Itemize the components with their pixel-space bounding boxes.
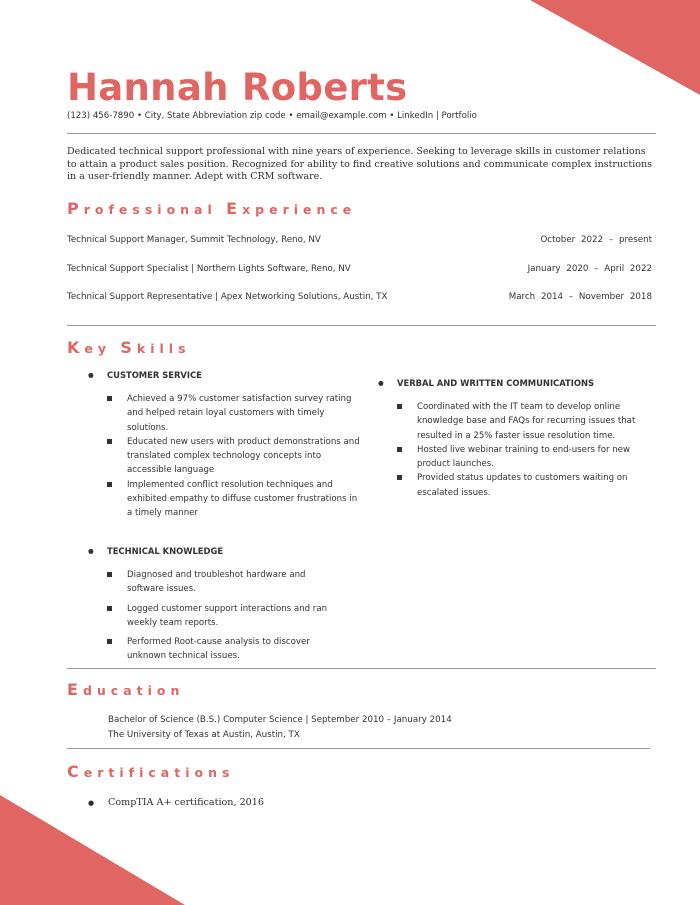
skill-item: Coordinated with the IT team to develop online knowledge base and FAQs for recurring issues that resulted in a 25% faster issue resolution time.: [378, 400, 643, 443]
section-title-education: [67, 680, 184, 699]
divider: [67, 748, 650, 749]
section-title-letter: E: [67, 680, 83, 699]
contact-info: (123) 456-7890 • City, State Abbreviation zip code • email@example.com • LinkedIn | Portfolio: [67, 111, 477, 121]
job-dates: October 2022 – present: [540, 235, 652, 245]
skill-item: Educated new users with product demonstrations and translated complex technology concepts into accessible language: [88, 435, 360, 478]
skill-item: Performed Root-cause analysis to discover unknown technical issues.: [88, 635, 338, 664]
section-title-experience: [67, 199, 356, 218]
certification-item: [88, 797, 264, 808]
job-title: Technical Support Manager, Summit Technology, Reno, NV: [67, 235, 321, 245]
corner-decoration-bottom: [0, 795, 185, 905]
professional-summary: Dedicated technical support professional with nine years of experience. Seeking to leverage skills in customer relations to attain a product sales position. Recognized for ability to find creative solutions and communicate complex instructions in a user-friendly manner. Adept with CRM software.: [67, 146, 652, 182]
corner-decoration-top: [530, 0, 700, 95]
skill-item: Provided status updates to customers waiting on escalated issues.: [378, 471, 643, 500]
section-title-text: rofessional: [83, 202, 227, 217]
skill-list: [378, 400, 643, 500]
job-title: Technical Support Representative | Apex Networking Solutions, Austin, TX: [67, 292, 388, 302]
section-title-letter: P: [67, 199, 84, 218]
skill-group-technical-knowledge: [88, 546, 338, 664]
skill-group-communications: [378, 378, 643, 500]
section-title-certifications: [67, 762, 234, 781]
skill-item: Logged customer support interactions and ran weekly team reports.: [88, 602, 338, 631]
section-title-text: xperience: [242, 202, 357, 217]
divider: [67, 668, 656, 669]
skill-list: [88, 568, 338, 664]
candidate-name: Hannah Roberts: [67, 66, 408, 109]
skill-item: Achieved a 97% customer satisfaction survey rating and helped retain loyal customers with timely solutions.: [88, 392, 360, 435]
bullet-icon: ●: [88, 799, 95, 807]
section-title-letter: C: [67, 762, 84, 781]
skill-list: [88, 392, 360, 521]
skill-group-customer-service: [88, 370, 360, 521]
degree: Bachelor of Science (B.S.) Computer Science | September 2010 – January 2014: [108, 715, 452, 725]
section-title-text: kills: [136, 341, 191, 356]
divider: [67, 133, 656, 134]
section-title-letter: K: [67, 338, 85, 357]
section-title-letter: E: [226, 199, 243, 218]
job-title: Technical Support Specialist | Northern Lights Software, Reno, NV: [67, 264, 351, 274]
section-title-skills: [67, 338, 191, 357]
section-title-text: ducation: [82, 683, 185, 698]
education-entry: [108, 713, 452, 743]
divider: [67, 325, 656, 326]
skill-item: Implemented conflict resolution techniques and exhibited empathy to diffuse customer frustrations in a timely manner: [88, 478, 360, 521]
skill-item: Diagnosed and troubleshot hardware and software issues.: [88, 568, 338, 597]
job-dates: March 2014 – November 2018: [508, 292, 652, 302]
certification-text: CompTIA A+ certification, 2016: [108, 797, 264, 808]
skill-group-heading: ● CUSTOMER SERVICE: [88, 370, 360, 380]
skill-group-heading: ● VERBAL AND WRITTEN COMMUNICATIONS: [378, 378, 643, 388]
institution: The University of Texas at Austin, Austin, TX: [108, 730, 300, 740]
section-title-letter: S: [120, 338, 137, 357]
section-title-text: ertifications: [83, 765, 235, 780]
job-dates: January 2020 – April 2022: [527, 264, 652, 274]
section-title-text: ey: [84, 341, 121, 356]
skill-group-heading: ● TECHNICAL KNOWLEDGE: [88, 546, 338, 556]
skill-item: Hosted live webinar training to end-users for new product launches.: [378, 443, 643, 472]
